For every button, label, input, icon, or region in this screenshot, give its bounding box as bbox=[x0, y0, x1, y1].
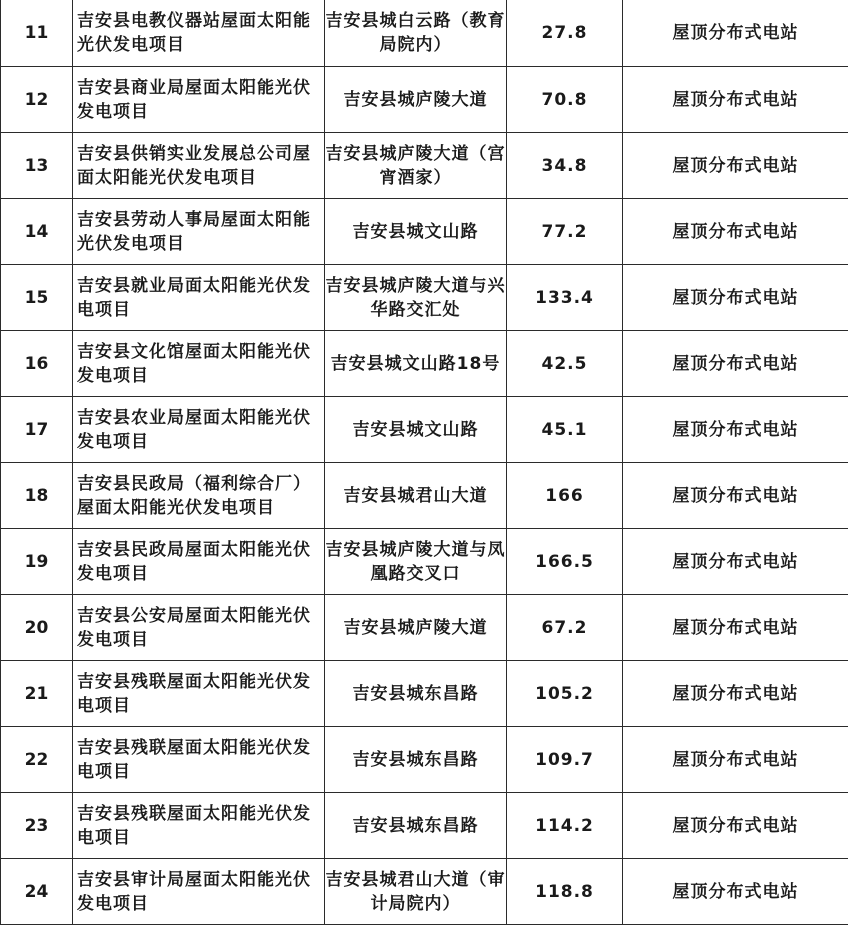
project-type: 屋顶分布式电站 bbox=[623, 0, 848, 67]
project-location: 吉安县城东昌路 bbox=[325, 793, 507, 859]
table-row bbox=[1, 199, 848, 265]
table-row bbox=[1, 793, 848, 859]
project-name-text: 吉安县文化馆屋面太阳能光伏发电项目 bbox=[77, 341, 311, 386]
project-type: 屋顶分布式电站 bbox=[623, 397, 848, 463]
project-type: 屋顶分布式电站 bbox=[623, 793, 848, 859]
row-number: 14 bbox=[1, 199, 73, 265]
project-location: 吉安县城君山大道 bbox=[325, 463, 507, 529]
row-number: 24 bbox=[1, 859, 73, 925]
project-name-text: 吉安县审计局屋面太阳能光伏发电项目 bbox=[77, 869, 311, 914]
table-row bbox=[1, 265, 848, 331]
project-capacity: 27.8 bbox=[507, 0, 623, 67]
project-type: 屋顶分布式电站 bbox=[623, 595, 848, 661]
project-capacity: 42.5 bbox=[507, 331, 623, 397]
project-name bbox=[73, 0, 325, 67]
row-number: 20 bbox=[1, 595, 73, 661]
project-name bbox=[73, 397, 325, 463]
project-capacity: 114.2 bbox=[507, 793, 623, 859]
project-type: 屋顶分布式电站 bbox=[623, 67, 848, 133]
project-location: 吉安县城庐陵大道 bbox=[325, 67, 507, 133]
table-row bbox=[1, 0, 848, 67]
project-type: 屋顶分布式电站 bbox=[623, 199, 848, 265]
table-row bbox=[1, 67, 848, 133]
project-name-text: 吉安县就业局面太阳能光伏发电项目 bbox=[77, 275, 311, 320]
table-row bbox=[1, 397, 848, 463]
project-name-text: 吉安县商业局屋面太阳能光伏发电项目 bbox=[77, 77, 311, 122]
project-location: 吉安县城文山路18号 bbox=[325, 331, 507, 397]
table-row bbox=[1, 133, 848, 199]
row-number: 15 bbox=[1, 265, 73, 331]
project-name bbox=[73, 199, 325, 265]
table-row bbox=[1, 463, 848, 529]
project-capacity: 118.8 bbox=[507, 859, 623, 925]
project-name bbox=[73, 529, 325, 595]
project-name bbox=[73, 793, 325, 859]
project-name bbox=[73, 133, 325, 199]
table-row bbox=[1, 727, 848, 793]
project-location: 吉安县城庐陵大道与凤凰路交叉口 bbox=[325, 529, 507, 595]
row-number: 13 bbox=[1, 133, 73, 199]
project-type: 屋顶分布式电站 bbox=[623, 265, 848, 331]
row-number: 18 bbox=[1, 463, 73, 529]
project-name-text: 吉安县残联屋面太阳能光伏发电项目 bbox=[77, 737, 311, 782]
table-row bbox=[1, 661, 848, 727]
project-name bbox=[73, 595, 325, 661]
project-capacity: 34.8 bbox=[507, 133, 623, 199]
project-capacity: 45.1 bbox=[507, 397, 623, 463]
row-number: 16 bbox=[1, 331, 73, 397]
project-capacity: 70.8 bbox=[507, 67, 623, 133]
project-location: 吉安县城庐陵大道与兴华路交汇处 bbox=[325, 265, 507, 331]
row-number: 12 bbox=[1, 67, 73, 133]
row-number: 23 bbox=[1, 793, 73, 859]
project-capacity: 133.4 bbox=[507, 265, 623, 331]
project-location: 吉安县城文山路 bbox=[325, 199, 507, 265]
project-location: 吉安县城东昌路 bbox=[325, 727, 507, 793]
project-type: 屋顶分布式电站 bbox=[623, 859, 848, 925]
project-name-text: 吉安县残联屋面太阳能光伏发电项目 bbox=[77, 803, 311, 848]
project-name-text: 吉安县残联屋面太阳能光伏发电项目 bbox=[77, 671, 311, 716]
project-name-text: 吉安县供销实业发展总公司屋面太阳能光伏发电项目 bbox=[77, 143, 311, 188]
project-name bbox=[73, 265, 325, 331]
row-number: 21 bbox=[1, 661, 73, 727]
project-location: 吉安县城君山大道（审计局院内） bbox=[325, 859, 507, 925]
project-name-text: 吉安县农业局屋面太阳能光伏发电项目 bbox=[77, 407, 311, 452]
project-name bbox=[73, 727, 325, 793]
project-name-text: 吉安县电教仪器站屋面太阳能光伏发电项目 bbox=[77, 11, 311, 55]
project-type: 屋顶分布式电站 bbox=[623, 661, 848, 727]
project-name bbox=[73, 67, 325, 133]
project-capacity: 166 bbox=[507, 463, 623, 529]
project-capacity: 77.2 bbox=[507, 199, 623, 265]
project-name bbox=[73, 859, 325, 925]
project-location: 吉安县城庐陵大道（宫宵酒家） bbox=[325, 133, 507, 199]
table-row bbox=[1, 859, 848, 925]
project-name-text: 吉安县公安局屋面太阳能光伏发电项目 bbox=[77, 605, 311, 650]
row-number: 22 bbox=[1, 727, 73, 793]
table-row bbox=[1, 529, 848, 595]
project-capacity: 67.2 bbox=[507, 595, 623, 661]
project-location: 吉安县城文山路 bbox=[325, 397, 507, 463]
table-row bbox=[1, 331, 848, 397]
row-number: 17 bbox=[1, 397, 73, 463]
project-type: 屋顶分布式电站 bbox=[623, 727, 848, 793]
project-type: 屋顶分布式电站 bbox=[623, 133, 848, 199]
table-row bbox=[1, 595, 848, 661]
project-name bbox=[73, 331, 325, 397]
project-capacity: 105.2 bbox=[507, 661, 623, 727]
project-name-text: 吉安县民政局（福利综合厂）屋面太阳能光伏发电项目 bbox=[77, 473, 311, 518]
project-location: 吉安县城庐陵大道 bbox=[325, 595, 507, 661]
row-number: 11 bbox=[1, 0, 73, 67]
project-capacity: 109.7 bbox=[507, 727, 623, 793]
row-number: 19 bbox=[1, 529, 73, 595]
project-location: 吉安县城白云路（教育局院内） bbox=[325, 0, 507, 67]
project-name bbox=[73, 463, 325, 529]
project-type: 屋顶分布式电站 bbox=[623, 529, 848, 595]
project-name-text: 吉安县劳动人事局屋面太阳能光伏发电项目 bbox=[77, 209, 311, 254]
project-type: 屋顶分布式电站 bbox=[623, 463, 848, 529]
project-type: 屋顶分布式电站 bbox=[623, 331, 848, 397]
project-name bbox=[73, 661, 325, 727]
projects-table-body bbox=[1, 0, 848, 925]
project-location: 吉安县城东昌路 bbox=[325, 661, 507, 727]
project-capacity: 166.5 bbox=[507, 529, 623, 595]
project-name-text: 吉安县民政局屋面太阳能光伏发电项目 bbox=[77, 539, 311, 584]
